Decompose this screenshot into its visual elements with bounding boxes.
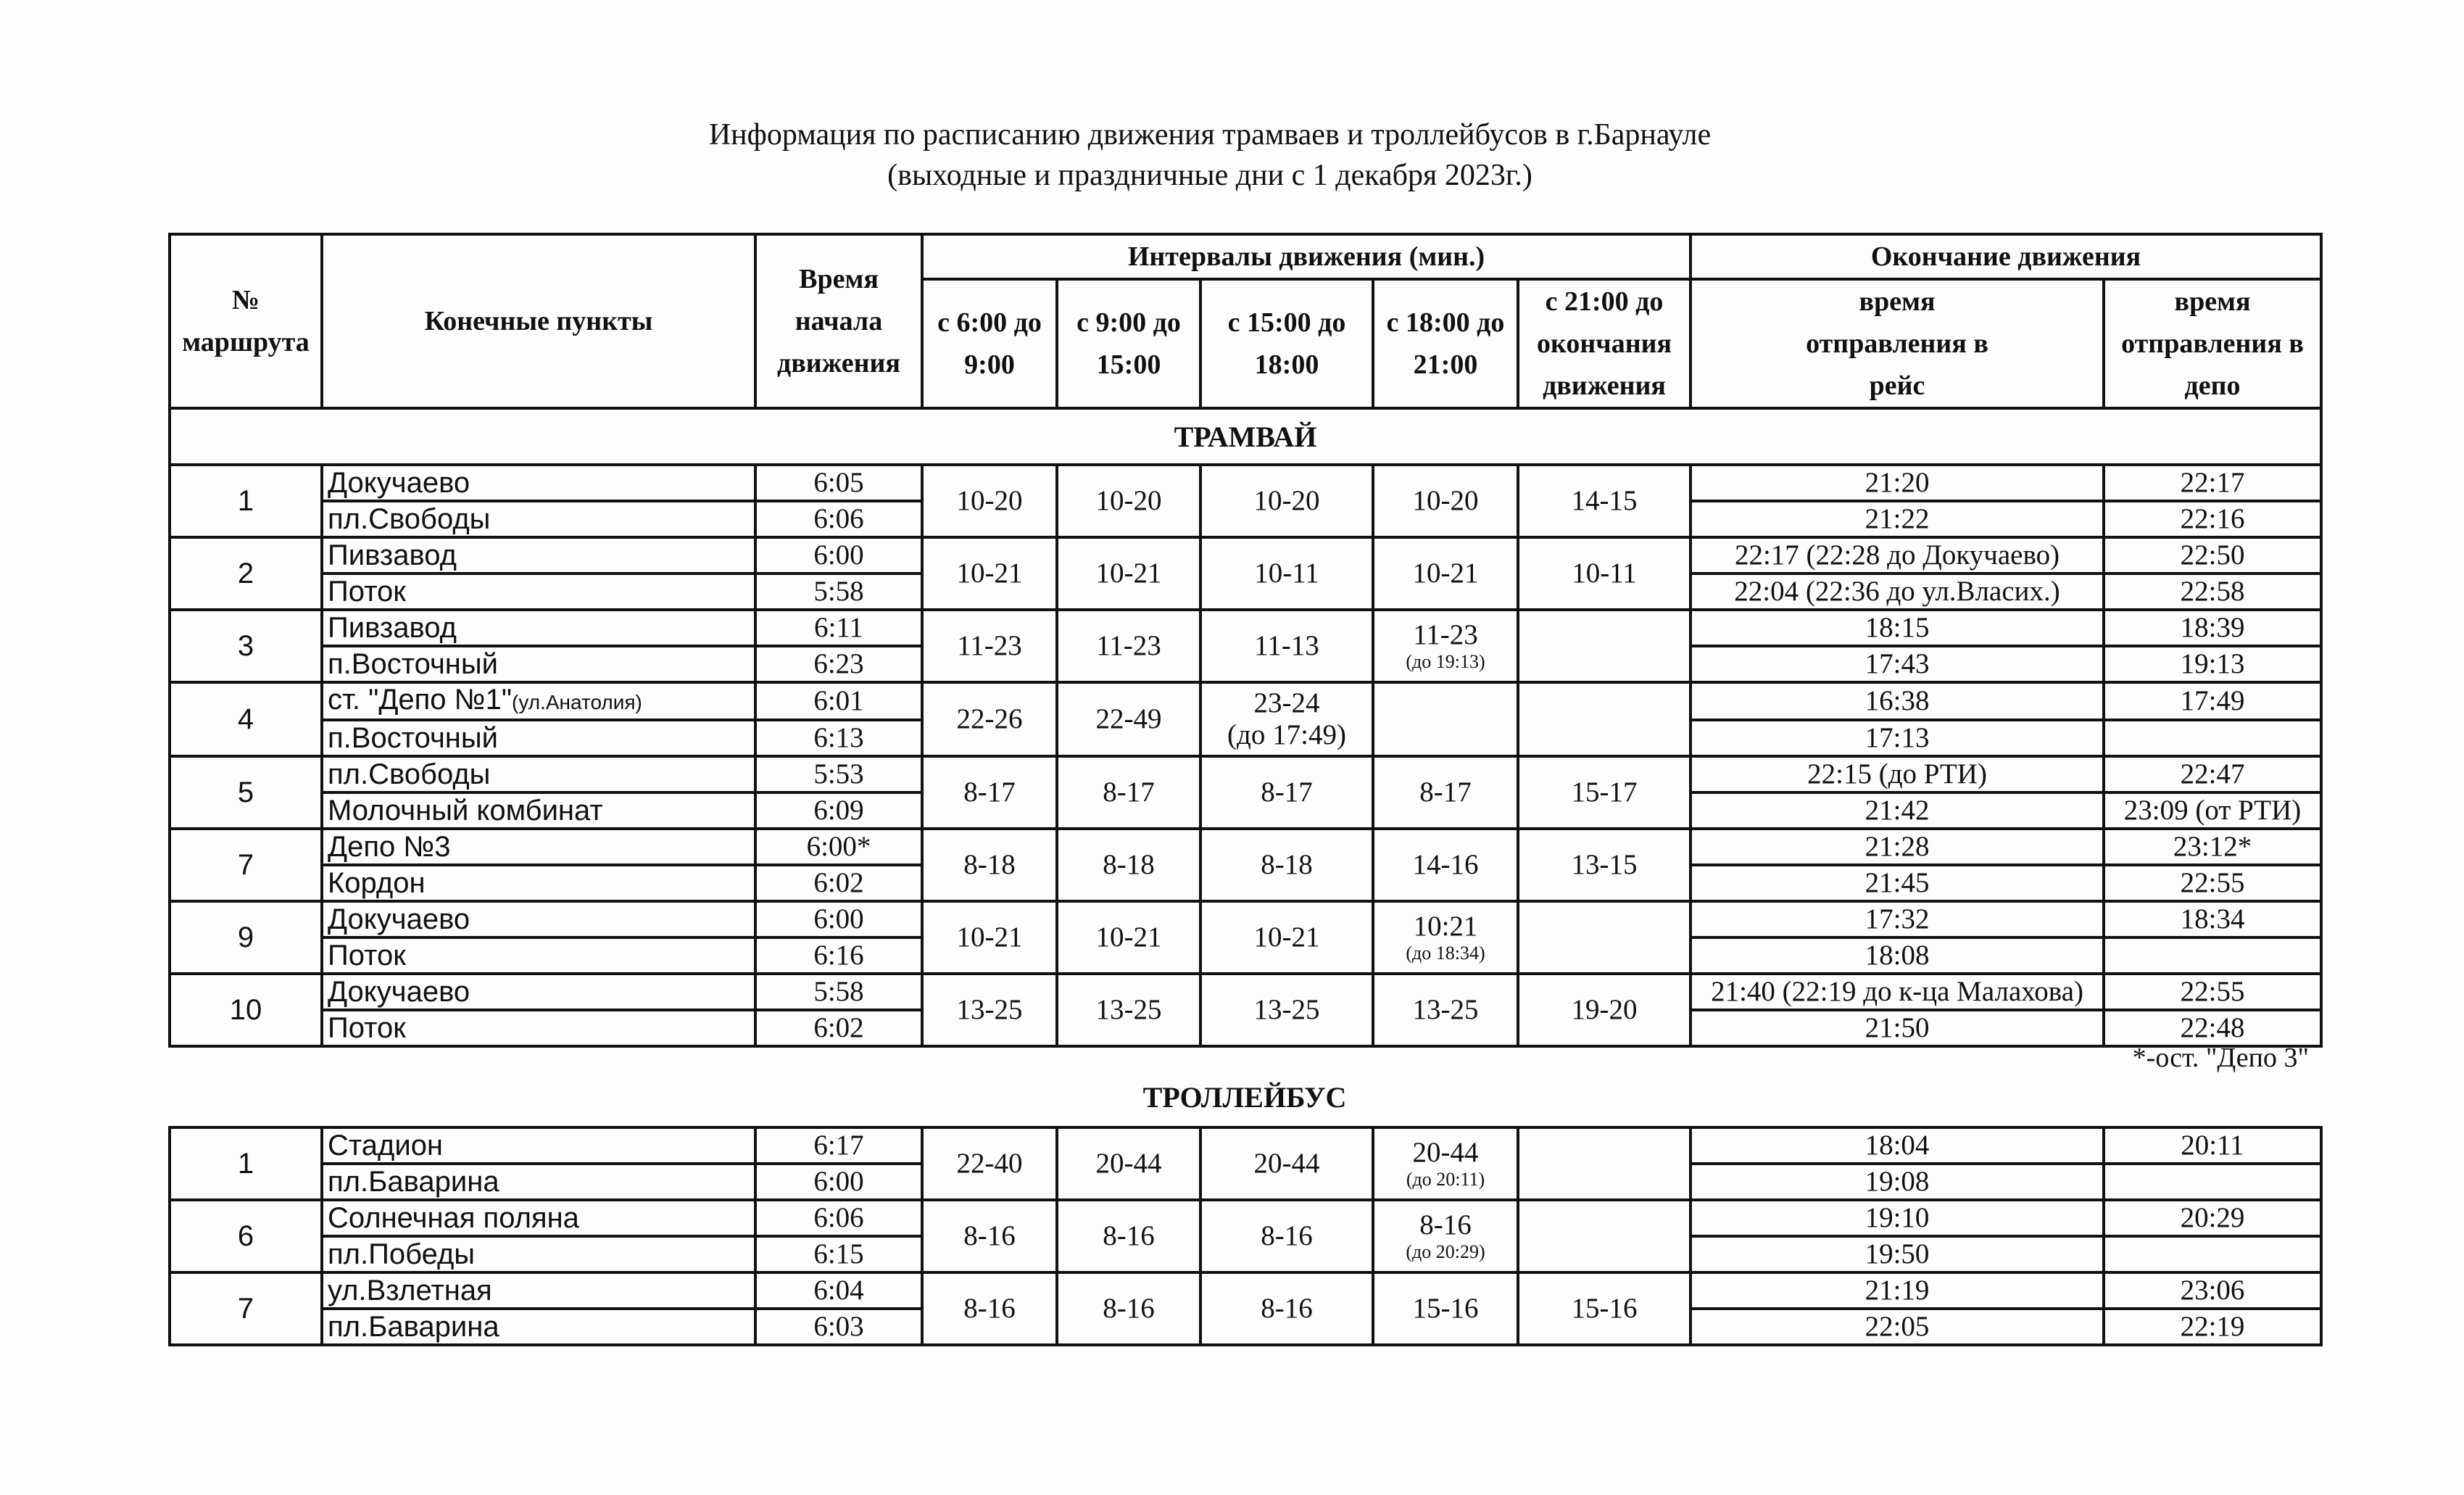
- end-depot-time: 22:55: [2104, 865, 2321, 901]
- interval-value: 10-11: [1572, 558, 1637, 589]
- interval-value: 8-16: [1261, 1293, 1313, 1324]
- end-trip-time: 18:15: [1691, 610, 2104, 646]
- interval-i2: [1057, 537, 1200, 610]
- interval-i2: [1057, 682, 1200, 756]
- interval-value: 8-18: [963, 849, 1016, 880]
- interval-value: 10-21: [1253, 922, 1320, 953]
- interval-i2: [1057, 974, 1200, 1046]
- header-interval-1: с 6:00 до 9:00: [922, 279, 1057, 408]
- terminal-stop-name: пл.Свободы: [328, 758, 491, 790]
- interval-value: 8-16: [1103, 1220, 1155, 1251]
- terminal-stop-name: Докучаево: [328, 976, 470, 1008]
- start-time: 5:58: [755, 573, 922, 610]
- interval-i1: [922, 901, 1057, 974]
- interval-i4: [1373, 1272, 1518, 1345]
- route-number: 3: [170, 610, 322, 682]
- end-depot-time: 23:12*: [2104, 829, 2321, 865]
- start-time: 6:15: [755, 1236, 922, 1272]
- interval-i4: [1373, 756, 1518, 829]
- interval-value: 8-16: [963, 1220, 1016, 1251]
- interval-i5: [1518, 901, 1691, 974]
- interval-value: 15-16: [1412, 1293, 1479, 1324]
- terminal-stop-name: пл.Победы: [328, 1238, 476, 1270]
- table-row: [170, 1200, 2321, 1236]
- interval-value: 22-26: [956, 703, 1023, 734]
- start-time: 6:02: [755, 865, 922, 901]
- tram-schedule-table: [168, 233, 2323, 1048]
- interval-i4: [1373, 465, 1518, 537]
- terminal-stop-name: Пивзавод: [328, 539, 457, 571]
- terminal-stop-name: пл.Свободы: [328, 503, 491, 535]
- terminal-stop: [322, 901, 755, 937]
- interval-i1: [922, 465, 1057, 537]
- interval-value: 8-17: [1103, 777, 1155, 808]
- terminal-stop-name: Поток: [328, 576, 406, 608]
- start-time: 6:00: [755, 1164, 922, 1200]
- interval-i5: [1518, 1272, 1691, 1345]
- end-depot-time: [2104, 1236, 2321, 1272]
- terminal-stop: [322, 573, 755, 610]
- section-trolley: ТРОЛЛЕЙБУС: [1142, 1081, 1347, 1114]
- interval-i2: [1057, 756, 1200, 829]
- terminal-stop-name: ул.Взлетная: [328, 1275, 492, 1306]
- interval-i1: [922, 756, 1057, 829]
- end-depot-time: 20:29: [2104, 1200, 2321, 1236]
- end-trip-time: 22:17 (22:28 до Докучаево): [1691, 537, 2104, 573]
- interval-i1: [922, 682, 1057, 756]
- end-trip-time: 19:10: [1691, 1200, 2104, 1236]
- terminal-stop: [322, 756, 755, 792]
- interval-value: 22-40: [956, 1148, 1023, 1179]
- interval-i2: [1057, 610, 1200, 682]
- terminal-stop: [322, 465, 755, 501]
- table-row: [170, 465, 2321, 501]
- interval-i3: [1200, 756, 1373, 829]
- end-depot-time: 22:58: [2104, 573, 2321, 610]
- end-depot-time: [2104, 937, 2321, 974]
- interval-i3: [1200, 465, 1373, 537]
- footnote: *-ост. "Депо 3": [2132, 1043, 2309, 1073]
- terminal-stop: [322, 865, 755, 901]
- interval-value: 23-24: [1253, 687, 1320, 718]
- title-line-2: (выходные и праздничные дни с 1 декабря 2023г.): [887, 159, 1532, 192]
- interval-value: 8-17: [1261, 777, 1313, 808]
- header-interval-2: с 9:00 до 15:00: [1057, 279, 1200, 408]
- interval-i5: [1518, 756, 1691, 829]
- terminal-stop-name: пл.Баварина: [328, 1166, 499, 1198]
- end-trip-time: 21:28: [1691, 829, 2104, 865]
- interval-value: 10:21: [1413, 911, 1478, 942]
- end-trip-time: 21:50: [1691, 1010, 2104, 1046]
- route-number: 10: [170, 974, 322, 1046]
- terminal-stop: [322, 1200, 755, 1236]
- interval-value: 13-25: [1412, 994, 1479, 1025]
- terminal-stop: [322, 682, 755, 720]
- interval-value: 13-15: [1571, 849, 1638, 880]
- interval-value: 10-11: [1254, 558, 1319, 589]
- table-row: [170, 901, 2321, 937]
- end-trip-time: 18:04: [1691, 1127, 2104, 1164]
- interval-value: 8-17: [963, 777, 1016, 808]
- end-trip-time: 19:50: [1691, 1236, 2104, 1272]
- terminal-stop-name: Молочный комбинат: [328, 795, 603, 827]
- interval-value: 10-20: [1095, 485, 1162, 516]
- interval-note: (до 20:29): [1406, 1241, 1485, 1262]
- start-time: 6:00: [755, 901, 922, 937]
- start-time: 6:17: [755, 1127, 922, 1164]
- terminal-stop-name: Докучаево: [328, 903, 470, 935]
- interval-i4: [1373, 901, 1518, 974]
- route-number: 1: [170, 1127, 322, 1200]
- end-depot-time: 18:34: [2104, 901, 2321, 937]
- end-trip-time: 21:42: [1691, 792, 2104, 829]
- interval-i4: [1373, 610, 1518, 682]
- interval-i5: [1518, 829, 1691, 901]
- interval-value: 10-20: [956, 485, 1023, 516]
- interval-value: 8-17: [1419, 777, 1472, 808]
- terminal-stop-name: Поток: [328, 940, 406, 972]
- table-row: [170, 682, 2321, 720]
- document-title: [0, 115, 2420, 196]
- interval-i3: [1200, 1200, 1373, 1272]
- interval-value: 8-18: [1261, 849, 1313, 880]
- terminal-stop: [322, 610, 755, 646]
- end-trip-time: 21:19: [1691, 1272, 2104, 1309]
- interval-value: 19-20: [1571, 994, 1638, 1025]
- terminal-stop-name: Солнечная поляна: [328, 1202, 579, 1234]
- table-row: [170, 1272, 2321, 1309]
- route-number: 6: [170, 1200, 322, 1272]
- start-time: 6:09: [755, 792, 922, 829]
- start-time: 5:58: [755, 974, 922, 1010]
- terminal-stop: [322, 829, 755, 865]
- interval-i4: [1373, 974, 1518, 1046]
- start-time: 6:03: [755, 1309, 922, 1345]
- start-time: 6:23: [755, 646, 922, 682]
- interval-i3: [1200, 1272, 1373, 1345]
- interval-value: 20-44: [1095, 1148, 1162, 1179]
- terminal-stop-name: Депо №3: [328, 831, 451, 863]
- interval-i5: [1518, 1127, 1691, 1200]
- interval-value: 14-15: [1571, 485, 1638, 516]
- terminal-stop-name: Докучаево: [328, 467, 470, 499]
- end-trip-time: 18:08: [1691, 937, 2104, 974]
- interval-i5: [1518, 465, 1691, 537]
- interval-i3: [1200, 537, 1373, 610]
- start-time: 6:13: [755, 720, 922, 756]
- end-depot-time: 22:47: [2104, 756, 2321, 792]
- interval-value: 8-18: [1103, 849, 1155, 880]
- route-number: 5: [170, 756, 322, 829]
- table-row: [170, 756, 2321, 792]
- interval-i3: [1200, 974, 1373, 1046]
- interval-i1: [922, 974, 1057, 1046]
- terminal-stop: [322, 720, 755, 756]
- terminal-stop: [322, 646, 755, 682]
- trolley-schedule-table: [168, 1126, 2323, 1346]
- end-depot-time: 22:48: [2104, 1010, 2321, 1046]
- end-trip-time: 22:04 (22:36 до ул.Власих.): [1691, 573, 2104, 610]
- end-depot-time: 18:39: [2104, 610, 2321, 646]
- table-row: [170, 537, 2321, 573]
- interval-i1: [922, 1127, 1057, 1200]
- terminal-stop-name: Кордон: [328, 867, 426, 899]
- interval-i4: [1373, 1127, 1518, 1200]
- interval-value: 10-21: [956, 922, 1023, 953]
- start-time: 6:00: [755, 537, 922, 573]
- route-number: 7: [170, 829, 322, 901]
- interval-i3: [1200, 1127, 1373, 1200]
- interval-value: 10-21: [1412, 558, 1479, 589]
- terminal-stop-name: ст. "Депо №1": [328, 684, 513, 716]
- interval-value: 8-16: [1419, 1209, 1472, 1241]
- interval-i5: [1518, 537, 1691, 610]
- interval-note: (до 20:11): [1406, 1169, 1485, 1190]
- start-time: 6:05: [755, 465, 922, 501]
- header-end-trip: время отправления в рейс: [1691, 279, 2104, 408]
- end-trip-time: 22:15 (до РТИ): [1691, 756, 2104, 792]
- terminal-stop-name: Пивзавод: [328, 612, 457, 644]
- route-number: 1: [170, 465, 322, 537]
- interval-i2: [1057, 465, 1200, 537]
- interval-value: 13-25: [956, 994, 1023, 1025]
- terminal-stop-note: (ул.Анатолия): [512, 691, 642, 713]
- interval-value: 8-16: [963, 1293, 1016, 1324]
- interval-i4: [1373, 682, 1518, 756]
- terminal-stop: [322, 792, 755, 829]
- end-depot-time: 20:11: [2104, 1127, 2321, 1164]
- interval-value: 11-13: [1254, 630, 1319, 661]
- interval-value: 20-44: [1253, 1148, 1320, 1179]
- terminal-stop: [322, 1272, 755, 1309]
- header-interval-4: с 18:00 до 21:00: [1373, 279, 1518, 408]
- interval-value: 11-23: [957, 630, 1022, 661]
- end-trip-time: 21:20: [1691, 465, 2104, 501]
- interval-value: 15-16: [1571, 1293, 1638, 1324]
- header-end: Окончание движения: [1691, 234, 2321, 279]
- interval-i4: [1373, 537, 1518, 610]
- end-depot-time: 23:06: [2104, 1272, 2321, 1309]
- interval-i2: [1057, 1200, 1200, 1272]
- table-row: [170, 1127, 2321, 1164]
- end-trip-time: 21:45: [1691, 865, 2104, 901]
- interval-i1: [922, 829, 1057, 901]
- interval-value: 10-20: [1412, 485, 1479, 516]
- start-time: 6:11: [755, 610, 922, 646]
- interval-i4: [1373, 829, 1518, 901]
- start-time: 6:06: [755, 1200, 922, 1236]
- end-trip-time: 19:08: [1691, 1164, 2104, 1200]
- end-depot-time: 22:50: [2104, 537, 2321, 573]
- interval-i2: [1057, 1127, 1200, 1200]
- start-time: 6:02: [755, 1010, 922, 1046]
- terminal-stop: [322, 1127, 755, 1164]
- header-interval-5: с 21:00 до окончания движения: [1518, 279, 1691, 408]
- route-number: 2: [170, 537, 322, 610]
- interval-i3: [1200, 829, 1373, 901]
- interval-i5: [1518, 610, 1691, 682]
- header-start: Время начала движения: [755, 234, 922, 408]
- interval-value: 11-23: [1413, 619, 1478, 650]
- route-number: 7: [170, 1272, 322, 1345]
- interval-value: 13-25: [1095, 994, 1162, 1025]
- end-depot-time: [2104, 720, 2321, 756]
- interval-value: 11-23: [1096, 630, 1161, 661]
- interval-i3: [1200, 901, 1373, 974]
- terminal-stop: [322, 1236, 755, 1272]
- interval-i3: [1200, 610, 1373, 682]
- header-intervals: Интервалы движения (мин.): [922, 234, 1691, 279]
- interval-i2: [1057, 1272, 1200, 1345]
- end-depot-time: 22:17: [2104, 465, 2321, 501]
- header-end-depot: время отправления в депо: [2104, 279, 2321, 408]
- interval-value: 8-16: [1103, 1293, 1155, 1324]
- end-depot-time: [2104, 1164, 2321, 1200]
- terminal-stop: [322, 501, 755, 537]
- route-number: 9: [170, 901, 322, 974]
- terminal-stop-name: п.Восточный: [328, 722, 498, 754]
- interval-i2: [1057, 901, 1200, 974]
- terminal-stop: [322, 1164, 755, 1200]
- interval-i1: [922, 1272, 1057, 1345]
- interval-i5: [1518, 974, 1691, 1046]
- interval-i5: [1518, 1200, 1691, 1272]
- start-time: 6:04: [755, 1272, 922, 1309]
- header-terminals: Конечные пункты: [322, 234, 755, 408]
- end-depot-time: 22:19: [2104, 1309, 2321, 1345]
- end-depot-time: 22:16: [2104, 501, 2321, 537]
- interval-i5: [1518, 682, 1691, 756]
- end-trip-time: 21:22: [1691, 501, 2104, 537]
- end-trip-time: 16:38: [1691, 682, 2104, 720]
- start-time: 6:00*: [755, 829, 922, 865]
- terminal-stop: [322, 974, 755, 1010]
- start-time: 6:01: [755, 682, 922, 720]
- route-number: 4: [170, 682, 322, 756]
- interval-value: 8-16: [1261, 1220, 1313, 1251]
- interval-value: 10-21: [1095, 558, 1162, 589]
- header-interval-3: с 15:00 до 18:00: [1200, 279, 1373, 408]
- end-trip-time: 21:40 (22:19 до к-ца Малахова): [1691, 974, 2104, 1010]
- interval-i1: [922, 610, 1057, 682]
- start-time: 6:06: [755, 501, 922, 537]
- interval-note: (до 17:49): [1227, 719, 1346, 750]
- end-trip-time: 17:13: [1691, 720, 2104, 756]
- table-row: [170, 610, 2321, 646]
- interval-value: 15-17: [1571, 777, 1638, 808]
- terminal-stop: [322, 537, 755, 573]
- end-trip-time: 17:32: [1691, 901, 2104, 937]
- end-depot-time: 17:49: [2104, 682, 2321, 720]
- terminal-stop-name: Поток: [328, 1012, 406, 1044]
- end-depot-time: 23:09 (от РТИ): [2104, 792, 2321, 829]
- section-tram: ТРАМВАЙ: [170, 408, 2321, 465]
- end-depot-time: 22:55: [2104, 974, 2321, 1010]
- interval-value: 10-21: [956, 558, 1023, 589]
- terminal-stop: [322, 1010, 755, 1046]
- header-route: № маршрута: [170, 234, 322, 408]
- table-row: [170, 974, 2321, 1010]
- end-trip-time: 22:05: [1691, 1309, 2104, 1345]
- terminal-stop: [322, 1309, 755, 1345]
- interval-value: 20-44: [1412, 1137, 1479, 1168]
- interval-i4: [1373, 1200, 1518, 1272]
- end-depot-time: 19:13: [2104, 646, 2321, 682]
- terminal-stop-name: п.Восточный: [328, 648, 498, 680]
- interval-value: 14-16: [1412, 849, 1479, 880]
- interval-value: 10-20: [1253, 485, 1320, 516]
- terminal-stop: [322, 937, 755, 974]
- interval-value: 22-49: [1095, 703, 1162, 734]
- interval-i1: [922, 1200, 1057, 1272]
- end-trip-time: 17:43: [1691, 646, 2104, 682]
- terminal-stop-name: Стадион: [328, 1130, 444, 1161]
- interval-note: (до 18:34): [1406, 943, 1485, 964]
- interval-i3: [1200, 682, 1373, 756]
- table-row: [170, 829, 2321, 865]
- terminal-stop-name: пл.Баварина: [328, 1311, 499, 1343]
- interval-i2: [1057, 829, 1200, 901]
- interval-i1: [922, 537, 1057, 610]
- start-time: 6:16: [755, 937, 922, 974]
- interval-note: (до 19:13): [1406, 651, 1485, 672]
- interval-value: 13-25: [1253, 994, 1320, 1025]
- interval-value: 10-21: [1095, 922, 1162, 953]
- title-line-1: Информация по расписанию движения трамваев и троллейбусов в г.Барнауле: [708, 118, 1712, 152]
- start-time: 5:53: [755, 756, 922, 792]
